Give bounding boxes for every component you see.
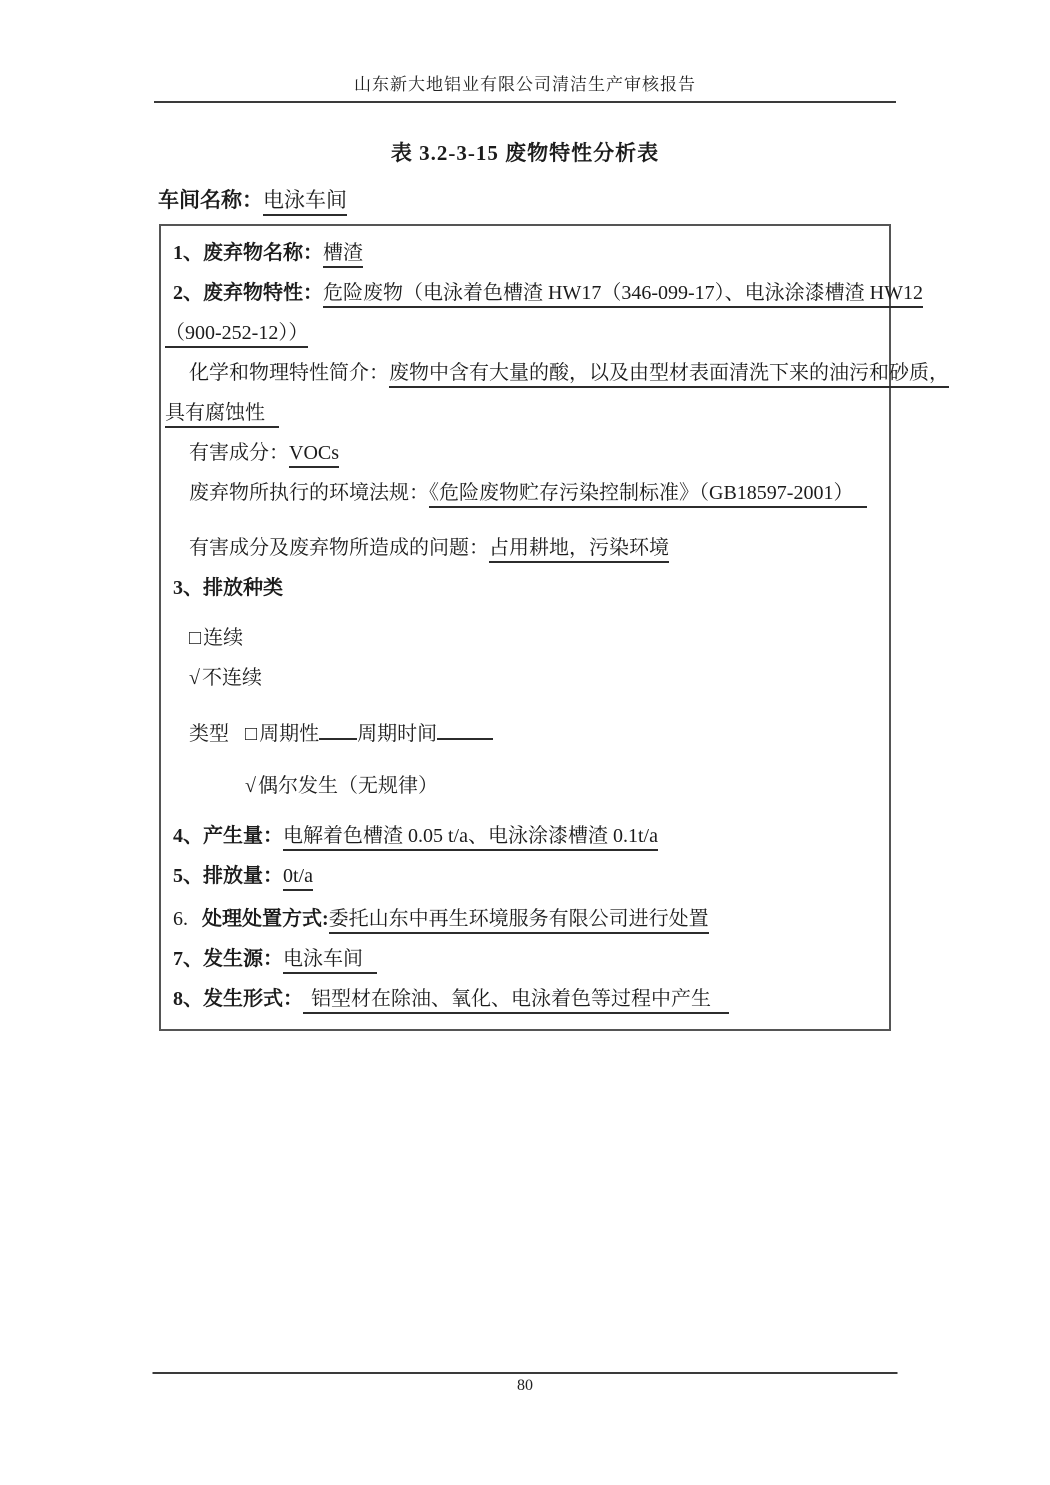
header-divider bbox=[154, 101, 896, 103]
continuous-label: 连续 bbox=[203, 627, 244, 649]
field-waste-property bbox=[161, 273, 923, 313]
field-regulation bbox=[161, 473, 889, 513]
discontinuous-label: 不连续 bbox=[201, 667, 262, 689]
caused-problem-value: 占用耕地，污染环境 bbox=[489, 537, 669, 563]
field-waste-property-cont bbox=[161, 313, 889, 353]
type-label: 类型 bbox=[189, 723, 229, 745]
occasional-label: 偶尔发生（无规律） bbox=[257, 775, 438, 797]
page-number: 80 bbox=[517, 1377, 533, 1394]
occasional-check-icon: √ bbox=[245, 775, 256, 797]
output-label: 4、产生量： bbox=[173, 825, 283, 847]
source-label: 7、发生源： bbox=[173, 948, 283, 970]
periodic-blank-line bbox=[319, 721, 357, 740]
disposal-number: 6. bbox=[173, 908, 188, 930]
periodic-checkbox-icon: □ bbox=[245, 723, 258, 745]
workshop-label: 车间名称： bbox=[158, 188, 263, 212]
source-value: 电泳车间 bbox=[283, 948, 377, 974]
chem-phys-value-line1: 废物中含有大量的酸，以及由型材表面清洗下来的油污和砂质， bbox=[389, 362, 949, 388]
field-output bbox=[161, 816, 889, 856]
report-title: 山东新大地铝业有限公司清洁生产审核报告 bbox=[354, 75, 696, 94]
output-value: 电解着色槽渣 0.05 t/a、电泳涂漆槽渣 0.1t/a bbox=[283, 825, 658, 851]
waste-name-value: 槽渣 bbox=[323, 242, 363, 268]
row-type bbox=[161, 714, 889, 754]
period-time-blank-line bbox=[437, 721, 493, 740]
field-emission-type bbox=[161, 568, 889, 608]
period-time-label: 周期时间 bbox=[357, 723, 438, 745]
discontinuous-check-icon: √ bbox=[189, 667, 200, 689]
waste-property-value-line2: （900-252-12）） bbox=[165, 322, 308, 348]
discharge-value: 0t/a bbox=[283, 865, 313, 891]
page-footer bbox=[153, 1372, 898, 1395]
regulation-label: 废弃物所执行的环境法规： bbox=[189, 482, 429, 504]
option-discontinuous bbox=[161, 658, 889, 698]
field-occurrence bbox=[161, 979, 889, 1019]
caused-problem-label: 有害成分及废弃物所造成的问题： bbox=[189, 537, 489, 559]
field-chem-phys-cont bbox=[161, 393, 889, 433]
option-occasional bbox=[161, 766, 889, 806]
page-header bbox=[0, 0, 1050, 103]
chem-phys-value-line2: 具有腐蚀性 bbox=[165, 402, 279, 428]
workshop-value: 电泳车间 bbox=[263, 188, 347, 216]
discharge-label: 5、排放量： bbox=[173, 865, 283, 887]
field-waste-name bbox=[161, 233, 889, 273]
waste-analysis-form bbox=[159, 224, 949, 1031]
occurrence-label: 8、发生形式： bbox=[173, 988, 303, 1010]
waste-property-value-line1: 危险废物（电泳着色槽渣 HW17（346-099-17）、电泳涂漆槽渣 HW12 bbox=[323, 282, 923, 308]
table-title: 表 3.2-3-15 废物特性分析表 bbox=[390, 141, 660, 165]
periodic-label: 周期性 bbox=[259, 723, 320, 745]
harmful-component-label: 有害成分： bbox=[189, 442, 289, 464]
footer-divider bbox=[153, 1372, 898, 1374]
field-harmful-component bbox=[161, 433, 889, 473]
continuous-checkbox-icon: □ bbox=[189, 627, 202, 649]
occurrence-value: 铝型材在除油、氧化、电泳着色等过程中产生 bbox=[303, 988, 729, 1014]
field-chem-phys bbox=[161, 353, 949, 393]
waste-name-label: 1、废弃物名称： bbox=[173, 242, 323, 264]
field-discharge bbox=[161, 856, 889, 896]
chem-phys-label: 化学和物理特性简介： bbox=[189, 362, 389, 384]
waste-property-label: 2、废弃物特性： bbox=[173, 282, 323, 304]
workshop-name-row bbox=[158, 185, 1050, 215]
field-source bbox=[161, 939, 889, 979]
disposal-value: 委托山东中再生环境服务有限公司进行处置 bbox=[329, 908, 709, 934]
option-continuous bbox=[161, 618, 889, 658]
disposal-label: 处理处置方式: bbox=[202, 908, 329, 930]
harmful-component-value: VOCs bbox=[289, 442, 339, 468]
field-disposal bbox=[161, 899, 889, 939]
field-caused-problem bbox=[161, 528, 889, 568]
regulation-value: 《危险废物贮存污染控制标准》（GB18597-2001） bbox=[429, 482, 867, 508]
emission-type-label: 3、排放种类 bbox=[173, 577, 283, 599]
